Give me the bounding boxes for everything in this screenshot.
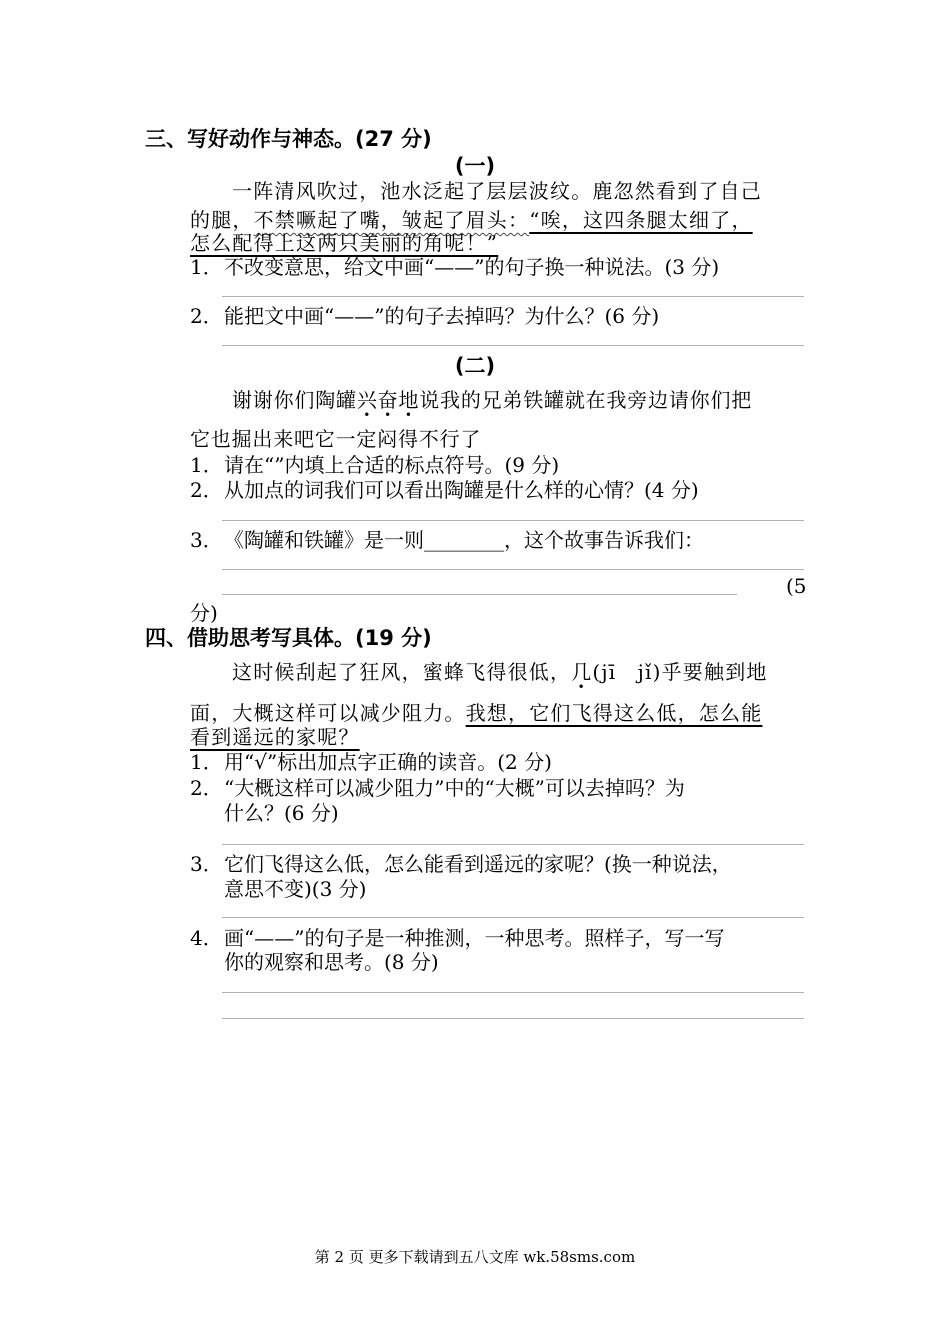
wavy-underlined-sentence: 不禁噘起了嘴，皱起了眉头： (253, 208, 530, 232)
dotted-char: 几 (571, 660, 593, 684)
question-number: 4． (190, 926, 223, 950)
part2-question-3 (190, 524, 704, 553)
section4-passage-line1 (232, 656, 768, 685)
answer-line[interactable] (222, 345, 804, 346)
question-text: 《陶罐和铁罐》是一则________，这个故事告诉我们： (224, 528, 704, 552)
underlined-sentence: 我想，它们飞得这么低，怎么能 (465, 701, 763, 725)
passage-text: 面，大概这样可以减少阻力。 (190, 701, 466, 725)
pinyin-options: (jī jǐ) (592, 660, 662, 684)
section3-heading: 三、写好动作与神态。(27 分) (145, 127, 432, 151)
question-text: 能把文中画“——”的句子去掉吗？为什么？(6 分) (224, 304, 660, 328)
question-number: 2． (190, 478, 223, 502)
passage-text: 谢谢你们陶罐 (232, 388, 357, 412)
section4-question-4-cont: 你的观察和思考。(8 分) (224, 950, 439, 974)
part2-question-2 (190, 474, 699, 503)
answer-line[interactable] (222, 594, 737, 595)
dotted-char: 奋 (377, 388, 399, 412)
part1-question-2 (190, 300, 659, 329)
underlined-sentence: “唉，这四条腿太细了， (529, 208, 753, 232)
question-number: 3． (190, 852, 223, 876)
underlined-sentence-cont: 怎么配得上这两只美丽的角呢！” (190, 231, 499, 255)
passage-text: 这时候刮起了狂风，蜜蜂飞得很低， (232, 660, 572, 684)
dotted-char: 兴 (356, 388, 378, 412)
question-number: 1． (190, 750, 223, 774)
answer-line[interactable] (222, 296, 804, 297)
question-number: 3． (190, 528, 223, 552)
answer-line[interactable] (222, 520, 804, 521)
question-number: 1． (190, 255, 223, 279)
question-text: 不改变意思，给文中画“——”的句子换一种说法。(3 分) (224, 255, 720, 279)
part2-label: (二) (454, 354, 496, 378)
page-footer: 第 2 页 更多下载请到五八文库 wk.58sms.com (314, 1248, 636, 1266)
underlined-sentence-cont: 看到遥远的家呢？ (190, 725, 360, 749)
answer-line[interactable] (222, 844, 804, 845)
passage-text: 说我的兄弟铁罐就在我旁边请你们把 (419, 388, 753, 412)
answer-line[interactable] (222, 1018, 804, 1019)
passage-text: 乎要触到地 (661, 660, 768, 684)
dotted-char: 地 (398, 388, 420, 412)
part1-question-1 (190, 251, 719, 280)
question-text: 从加点的词我们可以看出陶罐是什么样的心情？(4 分) (224, 478, 699, 502)
passage-text: 的腿， (190, 208, 254, 232)
question-text: 画“——”的句子是一种推测，一种思考。照样子，写一写 (224, 926, 725, 950)
part1-passage-line1: 一阵清风吹过，池水泛起了层层波纹。鹿忽然看到了自己 (232, 179, 762, 203)
answer-line[interactable] (222, 917, 804, 918)
question-text: 用“√”标出加点字正确的读音。(2 分) (224, 750, 552, 774)
part1-label: (一) (454, 154, 496, 178)
question-number: 1． (190, 453, 223, 477)
answer-line[interactable] (222, 569, 804, 570)
question-text: 请在“”内填上合适的标点符号。(9 分) (224, 453, 560, 477)
section4-question-2-cont: 什么？(6 分) (224, 801, 339, 825)
section4-heading: 四、借助思考写具体。(19 分) (145, 626, 432, 650)
section4-question-3-cont: 意思不变)(3 分) (224, 877, 367, 901)
answer-line[interactable] (222, 992, 804, 993)
question-number: 2． (190, 304, 223, 328)
question-text: 它们飞得这么低，怎么能看到遥远的家呢？(换一种说法， (224, 852, 732, 876)
part2-passage-line1 (232, 384, 752, 413)
score-label: (5 (786, 574, 807, 598)
section4-question-1 (190, 746, 552, 775)
part2-passage-line2: 它也掘出来吧它一定闷得不行了 (190, 427, 482, 451)
score-label-cont: 分) (190, 601, 218, 625)
question-text: “大概这样可以减少阻力”中的“大概”可以去掉吗？为 (224, 776, 685, 800)
question-number: 2． (190, 776, 223, 800)
